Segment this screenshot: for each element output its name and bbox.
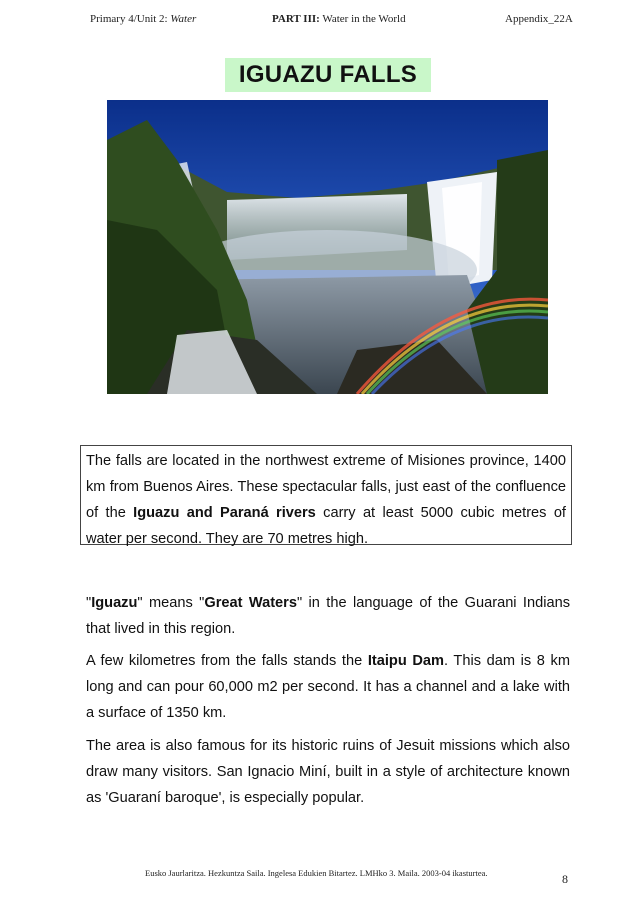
quote-open: " — [86, 595, 92, 611]
page-number: 8 — [562, 872, 568, 886]
paragraph-missions: The area is also famous for its historic ruins of Jesuit missions which also draw many visitors. San Ignacio Miní, built in a style of architecture known as 'Guaraní baroque', is especially popular. — [86, 738, 570, 806]
paragraph-meaning — [86, 590, 570, 642]
header-appendix: Appendix_22A — [505, 13, 573, 25]
waterfall-photo — [107, 100, 548, 394]
info-box — [80, 445, 572, 545]
dam-text-rest: . This dam is 8 km long and can pour 60,000 m2 per second. It has a channel and a lake with a surface of 1350 km. — [86, 653, 570, 721]
term-great-waters: Great Waters — [204, 595, 297, 611]
info-text-end: carry at least 5000 cubic metres of water per second. They are 70 metres high. — [86, 505, 566, 547]
header-unit — [90, 13, 196, 25]
meaning-rest: " in the language of the Guarani Indians that lived in this region. — [86, 595, 570, 637]
footer-credit: Eusko Jaurlaritza. Hezkuntza Saila. Ingelesa Edukien Bitartez. LMHko 3. Maila. 2003-04 ikasturtea. — [145, 868, 488, 878]
header-part — [272, 13, 406, 25]
meaning-connector: " means " — [137, 595, 205, 611]
header-unit-label: Primary 4/Unit 2: — [90, 13, 171, 25]
info-text-start: The falls are located in the northwest extreme of Misiones province, 1400 km from Buenos Aires. These spectacular falls, just east of the confluence of the — [86, 453, 566, 521]
header-part-title: Water in the World — [319, 13, 406, 25]
page-title: IGUAZU FALLS — [225, 58, 431, 92]
header-unit-topic: Water — [170, 13, 197, 25]
term-itaipu-dam: Itaipu Dam — [367, 653, 445, 669]
header-part-label: PART III: — [272, 13, 320, 25]
paragraph-dam — [86, 648, 570, 726]
info-text-rivers: Iguazu and Paraná rivers — [133, 505, 316, 521]
term-iguazu: Iguazu — [91, 595, 138, 611]
dam-text-start: A few kilometres from the falls stands the — [86, 653, 368, 669]
